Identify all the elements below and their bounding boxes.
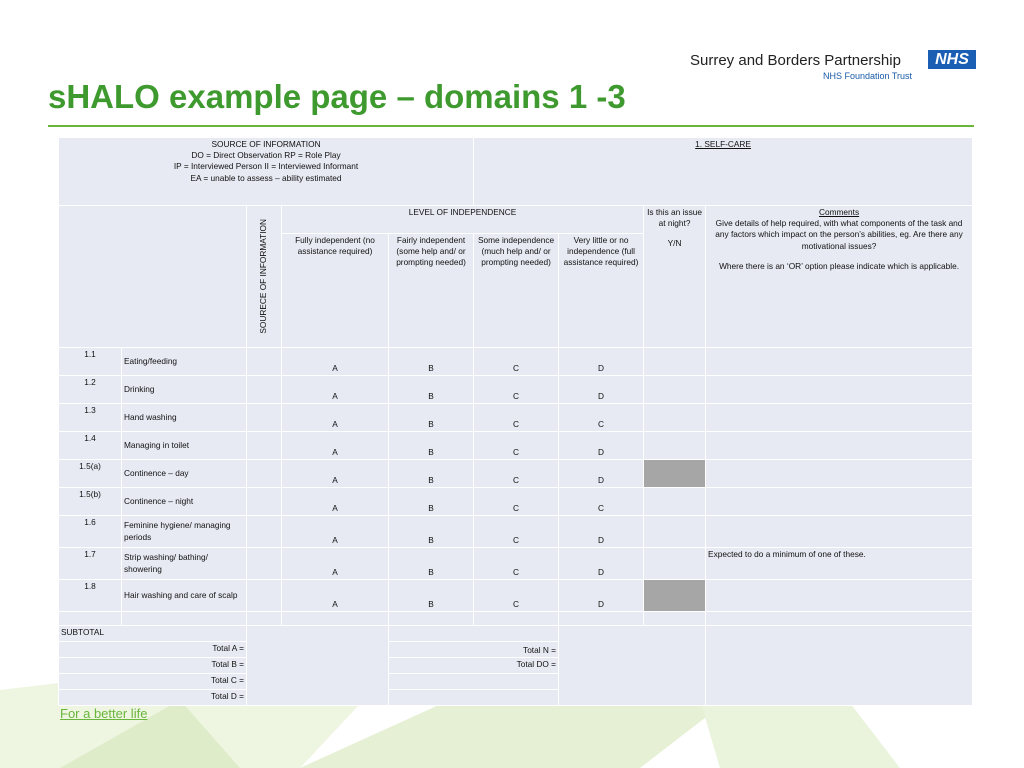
- row-label: Feminine hygiene/ managing periods: [122, 516, 247, 548]
- comments-title: Comments: [818, 207, 860, 217]
- option-b[interactable]: B: [389, 348, 474, 376]
- option-d[interactable]: D: [559, 432, 644, 460]
- totals-right-blank: [559, 626, 706, 706]
- option-b[interactable]: B: [389, 488, 474, 516]
- option-d[interactable]: D: [559, 548, 644, 580]
- night-cell-shaded: [644, 460, 706, 488]
- table-row: [59, 376, 973, 404]
- comment-cell[interactable]: [706, 376, 973, 404]
- source-info-cell: [59, 138, 474, 206]
- source-cell[interactable]: [247, 348, 282, 376]
- totals-spacer: [389, 626, 559, 642]
- source-cell[interactable]: [247, 580, 282, 612]
- row-label: Drinking: [122, 376, 247, 404]
- option-b[interactable]: B: [389, 460, 474, 488]
- level-very-little: Very little or no independence (full assistance required): [559, 234, 644, 348]
- org-subtitle: NHS Foundation Trust: [823, 71, 913, 81]
- night-header-cell: [644, 206, 706, 348]
- comments-header-cell: [706, 206, 973, 348]
- row-label: Strip washing/ bathing/ showering: [122, 548, 247, 580]
- comments-text: Give details of help required, with what components of the task and any factors which impact on the person’s abilities, eg. Are there any motivational issues?: [715, 218, 963, 251]
- row-label: Managing in toilet: [122, 432, 247, 460]
- night-cell[interactable]: [644, 488, 706, 516]
- footer-tagline[interactable]: For a better life: [60, 706, 148, 721]
- night-cell[interactable]: [644, 548, 706, 580]
- option-c[interactable]: C: [474, 460, 559, 488]
- total-n-label: Total N =: [389, 642, 559, 658]
- source-cell[interactable]: [247, 548, 282, 580]
- total-do-label: Total DO =: [389, 658, 559, 674]
- option-b[interactable]: B: [389, 580, 474, 612]
- source-info-line: EA = unable to assess – ability estimated: [190, 172, 342, 183]
- night-cell[interactable]: [644, 516, 706, 548]
- level-some-independence: Some independence (much help and/ or prompting needed): [474, 234, 559, 348]
- table-row: [59, 348, 973, 376]
- option-d[interactable]: C: [559, 488, 644, 516]
- row-label: Eating/feeding: [122, 348, 247, 376]
- slide-title: sHALO example page – domains 1 -3: [48, 78, 626, 115]
- source-cell[interactable]: [247, 432, 282, 460]
- table-row: [59, 432, 973, 460]
- source-cell[interactable]: [247, 460, 282, 488]
- row-number: 1.1: [59, 348, 122, 376]
- option-a[interactable]: A: [282, 432, 389, 460]
- option-d[interactable]: C: [559, 404, 644, 432]
- source-cell[interactable]: [247, 376, 282, 404]
- comment-cell[interactable]: [706, 432, 973, 460]
- totals-spacer: [389, 690, 559, 706]
- level-fairly-independent: Fairly independent (some help and/ or prompting needed): [389, 234, 474, 348]
- total-a-label: Total A =: [59, 642, 247, 658]
- source-cell[interactable]: [247, 488, 282, 516]
- night-question: Is this an issue at night?: [647, 207, 702, 229]
- option-b[interactable]: B: [389, 432, 474, 460]
- comments-text: Where there is an ‘OR’ option please indicate which is applicable.: [719, 260, 960, 271]
- night-yn: Y/N: [667, 238, 682, 249]
- night-cell[interactable]: [644, 348, 706, 376]
- title-divider: [48, 125, 974, 127]
- table-row: [59, 516, 973, 548]
- row-number: 1.2: [59, 376, 122, 404]
- table-row: [59, 488, 973, 516]
- nhs-logo: NHS: [928, 50, 976, 69]
- row-number: 1.8: [59, 580, 122, 612]
- option-c[interactable]: C: [474, 348, 559, 376]
- option-c[interactable]: C: [474, 516, 559, 548]
- source-info-line: DO = Direct Observation RP = Role Play: [191, 150, 341, 161]
- row-number: 1.4: [59, 432, 122, 460]
- table-row: [59, 548, 973, 580]
- option-a[interactable]: A: [282, 460, 389, 488]
- row-number: 1.6: [59, 516, 122, 548]
- option-d[interactable]: D: [559, 460, 644, 488]
- night-cell[interactable]: [644, 432, 706, 460]
- option-a[interactable]: A: [282, 404, 389, 432]
- option-a[interactable]: A: [282, 580, 389, 612]
- table-row-blank: [59, 612, 973, 626]
- source-cell[interactable]: [247, 516, 282, 548]
- option-c[interactable]: C: [474, 432, 559, 460]
- option-b[interactable]: B: [389, 548, 474, 580]
- option-d[interactable]: D: [559, 516, 644, 548]
- night-cell-shaded: [644, 580, 706, 612]
- source-vertical-header: SOURECE OF INFORMATION: [258, 219, 269, 334]
- source-info-heading: SOURCE OF INFORMATION: [211, 139, 321, 149]
- row-label: Continence – day: [122, 460, 247, 488]
- option-b[interactable]: B: [389, 376, 474, 404]
- level-fully-independent: Fully independent (no assistance required): [282, 234, 389, 348]
- comment-cell[interactable]: [706, 404, 973, 432]
- row-label: Continence – night: [122, 488, 247, 516]
- option-c[interactable]: C: [474, 376, 559, 404]
- source-info-line: IP = Interviewed Person II = Interviewed Informant: [173, 161, 359, 172]
- comment-cell[interactable]: [706, 460, 973, 488]
- option-c[interactable]: C: [474, 580, 559, 612]
- table-row: [59, 580, 973, 612]
- option-b[interactable]: B: [389, 516, 474, 548]
- table-row: [59, 404, 973, 432]
- option-a[interactable]: A: [282, 488, 389, 516]
- source-vertical-header-cell: [247, 206, 282, 348]
- option-c[interactable]: C: [474, 548, 559, 580]
- blank-header-cell: [59, 206, 247, 348]
- total-c-label: Total C =: [59, 674, 247, 690]
- night-cell[interactable]: [644, 376, 706, 404]
- domain-title-cell: [474, 138, 973, 206]
- option-d[interactable]: D: [559, 376, 644, 404]
- domain-title: 1. SELF-CARE: [695, 139, 751, 149]
- comment-cell[interactable]: [706, 488, 973, 516]
- row-number: 1.5(b): [59, 488, 122, 516]
- source-cell[interactable]: [247, 404, 282, 432]
- row-label: Hair washing and care of scalp: [122, 580, 247, 612]
- row-number: 1.3: [59, 404, 122, 432]
- row-label: Hand washing: [122, 404, 247, 432]
- comment-cell[interactable]: [706, 516, 973, 548]
- row-number: 1.5(a): [59, 460, 122, 488]
- option-a[interactable]: A: [282, 516, 389, 548]
- option-a[interactable]: A: [282, 376, 389, 404]
- comment-cell[interactable]: [706, 580, 973, 612]
- org-name: Surrey and Borders Partnership: [690, 52, 901, 69]
- option-c[interactable]: C: [474, 404, 559, 432]
- total-b-label: Total B =: [59, 658, 247, 674]
- totals-spacer: [389, 674, 559, 690]
- table-row: [59, 460, 973, 488]
- row-number: 1.7: [59, 548, 122, 580]
- option-d[interactable]: D: [559, 348, 644, 376]
- org-logo: [690, 50, 980, 84]
- total-d-label: Total D =: [59, 690, 247, 706]
- shalo-table: [58, 137, 973, 706]
- option-a[interactable]: A: [282, 548, 389, 580]
- totals-comment-blank: [706, 626, 973, 706]
- subtotal-label: SUBTOTAL: [59, 626, 247, 642]
- option-a[interactable]: A: [282, 348, 389, 376]
- comment-cell[interactable]: Expected to do a minimum of one of these.: [706, 548, 973, 580]
- option-c[interactable]: C: [474, 488, 559, 516]
- level-header: LEVEL OF INDEPENDENCE: [282, 206, 644, 234]
- night-cell[interactable]: [644, 404, 706, 432]
- totals-left-blank: [247, 626, 389, 706]
- option-d[interactable]: D: [559, 580, 644, 612]
- option-b[interactable]: B: [389, 404, 474, 432]
- comment-cell[interactable]: [706, 348, 973, 376]
